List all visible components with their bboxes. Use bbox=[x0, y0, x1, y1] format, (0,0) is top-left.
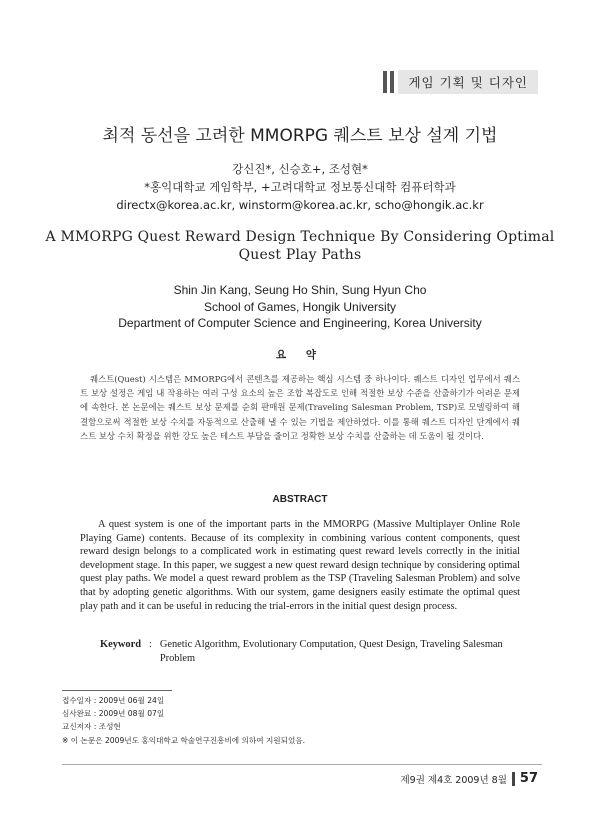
footnote-funding: ※ 이 논문은 2009년도 홍익대학교 학술연구진흥비에 의하여 지원되었음. bbox=[62, 735, 306, 745]
footnote-received-date: 접수일자 : 2009년 06월 24일 bbox=[62, 696, 165, 705]
section-category-label: 게임 기획 및 디자인 bbox=[398, 70, 538, 94]
authors-english bbox=[0, 282, 600, 332]
keywords-separator: : bbox=[148, 639, 152, 650]
abstract-english-body: A quest system is one of the important parts in the MMORPG (Massive Multiplayer Online Role Playing Game) contents. Because of its complexity in combining various content components, quest reward design belongs to a complicated work in estimating quest reward levels correctly in the initial development stage. In this paper, we suggest a new quest reward design technique by considering optimal quest play paths. We model a quest reward problem as the TSP (Traveling Salesman Problem) and solve that by adopting genetic algorithms. With our system, game designers easily estimate the optimal quest play path and it can be useful in reducing the trial-errors in the initial quest design process. bbox=[80, 519, 520, 612]
paper-title-english bbox=[40, 228, 560, 264]
author-names-korean: 강신진*, 신승호+, 조성현* bbox=[232, 162, 368, 176]
author-department: Department of Computer Science and Engineering, Korea University bbox=[118, 316, 482, 330]
author-school: School of Games, Hongik University bbox=[203, 299, 397, 314]
title-english-line-2: Quest Play Paths bbox=[238, 247, 362, 263]
footnote-review-date: 심사완료 : 2009년 08월 07일 bbox=[62, 709, 165, 719]
paper-title-korean: 최적 동선을 고려한 MMORPG 퀘스트 보상 설계 기법 bbox=[102, 126, 498, 146]
author-names-english: Shin Jin Kang, Seung Ho Shin, Sung Hyun Cho bbox=[173, 283, 427, 297]
page-footer bbox=[400, 771, 538, 786]
author-affiliations-korean: *홍익대학교 게임학부, +고려대학교 정보통신대학 컴퓨터학과 bbox=[144, 180, 456, 194]
page-footer-divider bbox=[62, 764, 542, 765]
abstract-korean-body: 퀘스트(Quest) 시스템은 MMORPG에서 콘텐츠를 제공하는 핵심 시스템 중 하나이다. 퀘스트 디자인 업무에서 퀘스트 보상 설정은 게임 내 작용하는 여러 구성 요소의 높은 조합 복잡도로 인해 적절한 보상 수준을 산출하기가 어려운 문제에 속한다. 본 논문에는 퀘스트 보상 문제를 순회 판매원 문제(Traveling Salesman Problem, TSP)로 모델링하여 해결함으로써 적절한 보상 수치를 자동적으로 산출해 낼 수 있는 기법을 제안하였다. 이를 통해 퀘스트 디자인 단계에서 퀘스트 보상 수치 확정을 위한 강도 높은 테스트 부담을 줄이고 정확한 보상 수치를 산출하는 데 도움이 될 것이다. bbox=[80, 374, 520, 441]
badge-bars-decoration bbox=[383, 71, 394, 93]
footnote-divider bbox=[62, 690, 172, 691]
footnotes bbox=[62, 694, 542, 747]
title-english-line-1: A MMORPG Quest Reward Design Technique By Considering Optimal bbox=[45, 229, 555, 245]
footnote-corresponding-author: 교신저자 : 조성현 bbox=[62, 722, 121, 732]
section-category-badge bbox=[383, 70, 538, 94]
author-emails: directx@korea.ac.kr, winstorm@korea.ac.kr, scho@hongik.ac.kr bbox=[116, 198, 484, 212]
keywords-list: Genetic Algorithm, Evolutionary Computation, Quest Design, Traveling Salesman Problem bbox=[159, 639, 503, 664]
abstract-korean-heading: 요 약 bbox=[276, 349, 324, 361]
keywords bbox=[100, 638, 520, 665]
page-number: 57 bbox=[519, 771, 538, 786]
keywords-label: Keyword bbox=[100, 639, 141, 650]
authors-korean bbox=[0, 160, 600, 214]
abstract-english-heading: ABSTRACT bbox=[272, 494, 328, 505]
footer-bar-decoration bbox=[512, 772, 515, 786]
journal-issue: 제9권 제4호 2009년 8월 bbox=[400, 774, 507, 786]
